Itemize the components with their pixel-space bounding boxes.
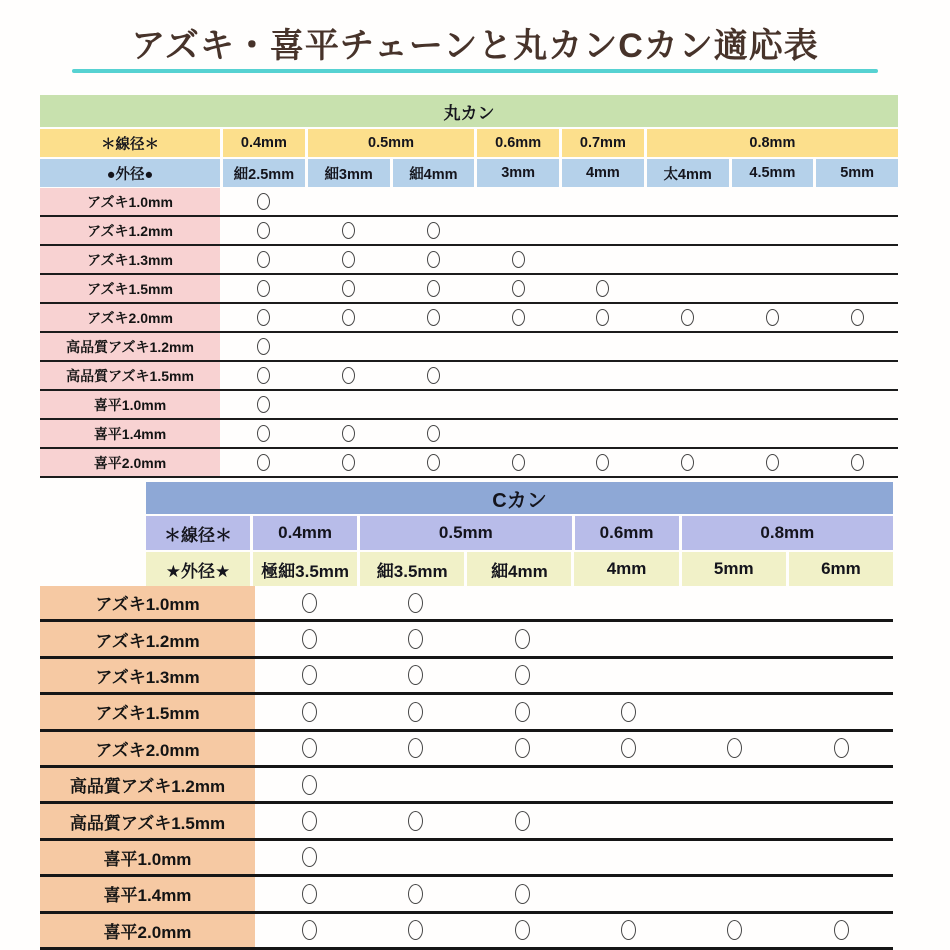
table-row (40, 333, 898, 362)
row-label: アズキ1.5mm (40, 695, 255, 728)
mark-cell (471, 804, 574, 837)
compatible-circle-mark (302, 811, 317, 831)
row-label: アズキ1.2mm (40, 217, 220, 244)
mark-cell (223, 391, 305, 418)
mark-cell (364, 586, 467, 619)
mark-cell (790, 768, 893, 801)
row-label: アズキ1.3mm (40, 246, 220, 273)
table-row (40, 804, 893, 840)
outer-diameter-header-cell: 6mm (789, 552, 893, 586)
compatible-circle-mark (257, 454, 270, 471)
mark-cell (816, 420, 898, 447)
table-row (40, 659, 893, 695)
compatible-circle-mark (681, 454, 694, 471)
marukan-wire-diameter-row (40, 129, 898, 157)
compatible-circle-mark (302, 702, 317, 722)
mark-cell (562, 420, 644, 447)
mark-cell (471, 841, 574, 874)
mark-cell (732, 304, 814, 331)
mark-cell (477, 246, 559, 273)
mark-cell (816, 333, 898, 360)
ckan-outer-diameter-row (146, 552, 893, 586)
mark-cell (393, 188, 475, 215)
outer-diameter-header-cell: 太4mm (647, 159, 729, 187)
marukan-table-header (40, 95, 898, 189)
mark-cell (732, 449, 814, 476)
compatible-circle-mark (257, 425, 270, 442)
mark-cell (816, 362, 898, 389)
mark-cell (647, 333, 729, 360)
table-row (40, 420, 898, 449)
title-underline (72, 69, 878, 73)
compatible-circle-mark (427, 367, 440, 384)
mark-cell (258, 622, 361, 655)
mark-cell (683, 732, 786, 765)
mark-cell (308, 391, 390, 418)
mark-cell (223, 449, 305, 476)
compatible-circle-mark (257, 222, 270, 239)
compatible-circle-mark (515, 702, 530, 722)
mark-cell (562, 304, 644, 331)
compatible-circle-mark (512, 280, 525, 297)
mark-cell (577, 586, 680, 619)
table-row (40, 304, 898, 333)
mark-cell (577, 732, 680, 765)
table-row (40, 391, 898, 420)
row-label: 喜平2.0mm (40, 914, 255, 947)
mark-cell (223, 420, 305, 447)
mark-cell (816, 217, 898, 244)
compatible-circle-mark (408, 629, 423, 649)
mark-cell (477, 275, 559, 302)
mark-cell (683, 695, 786, 728)
mark-cell (732, 391, 814, 418)
compatible-circle-mark (766, 309, 779, 326)
marukan-outer-diameter-row (40, 159, 898, 187)
compatible-circle-mark (302, 920, 317, 940)
table-row (40, 449, 898, 478)
table-title-marukan: 丸カン (40, 95, 898, 127)
mark-cell (477, 362, 559, 389)
wire-diameter-header-cell: 0.7mm (562, 129, 644, 157)
mark-cell (308, 246, 390, 273)
mark-cell (577, 841, 680, 874)
mark-cell (393, 391, 475, 418)
mark-cell (471, 914, 574, 947)
mark-cell (790, 841, 893, 874)
compatible-circle-mark (342, 222, 355, 239)
mark-cell (562, 333, 644, 360)
mark-cell (308, 275, 390, 302)
mark-cell (364, 622, 467, 655)
wire-diameter-header-cell: 0.6mm (575, 516, 679, 550)
mark-cell (258, 914, 361, 947)
mark-cell (471, 877, 574, 910)
mark-cell (393, 304, 475, 331)
mark-cell (816, 188, 898, 215)
mark-cell (258, 732, 361, 765)
row-label: アズキ1.3mm (40, 659, 255, 692)
outer-diameter-header-cell: 5mm (682, 552, 786, 586)
mark-cell (790, 804, 893, 837)
outer-diameter-row-label: ★外径★ (146, 552, 250, 586)
mark-cell (683, 622, 786, 655)
mark-cell (816, 275, 898, 302)
compatible-circle-mark (621, 920, 636, 940)
compatible-circle-mark (427, 454, 440, 471)
wire-diameter-row-label: ＊線径＊ (146, 516, 250, 550)
mark-cell (790, 732, 893, 765)
mark-cell (577, 695, 680, 728)
mark-cell (393, 246, 475, 273)
mark-cell (258, 586, 361, 619)
outer-diameter-header-cell: 4.5mm (732, 159, 814, 187)
outer-diameter-header-cell: 細3mm (308, 159, 390, 187)
mark-cell (393, 362, 475, 389)
compatible-circle-mark (621, 738, 636, 758)
compatible-circle-mark (727, 920, 742, 940)
table-row (40, 877, 893, 913)
mark-cell (562, 188, 644, 215)
compatible-circle-mark (257, 309, 270, 326)
compatible-circle-mark (851, 309, 864, 326)
row-label: アズキ1.5mm (40, 275, 220, 302)
mark-cell (647, 420, 729, 447)
mark-cell (790, 695, 893, 728)
mark-cell (562, 217, 644, 244)
row-label: 高品質アズキ1.2mm (40, 768, 255, 801)
compatible-circle-mark (257, 193, 270, 210)
mark-cell (647, 188, 729, 215)
ckan-wire-diameter-row (146, 516, 893, 550)
mark-cell (732, 188, 814, 215)
mark-cell (223, 304, 305, 331)
mark-cell (477, 304, 559, 331)
mark-cell (683, 804, 786, 837)
wire-diameter-header-cell: 0.4mm (223, 129, 305, 157)
mark-cell (647, 246, 729, 273)
mark-cell (647, 217, 729, 244)
compatible-circle-mark (515, 811, 530, 831)
table-row (40, 217, 898, 246)
wire-diameter-header-cell: 0.5mm (360, 516, 571, 550)
table-row (40, 768, 893, 804)
compatible-circle-mark (596, 309, 609, 326)
row-label: アズキ1.0mm (40, 586, 255, 619)
row-label: アズキ1.0mm (40, 188, 220, 215)
table-row (40, 188, 898, 217)
compatible-circle-mark (515, 629, 530, 649)
compatible-circle-mark (302, 847, 317, 867)
row-label: 高品質アズキ1.2mm (40, 333, 220, 360)
compatible-circle-mark (302, 629, 317, 649)
mark-cell (364, 768, 467, 801)
compatible-circle-mark (596, 454, 609, 471)
table-row (40, 362, 898, 391)
compatible-circle-mark (727, 738, 742, 758)
outer-diameter-header-cell: 4mm (574, 552, 678, 586)
mark-cell (393, 420, 475, 447)
outer-diameter-header-cell: 4mm (562, 159, 644, 187)
mark-cell (223, 188, 305, 215)
compatible-circle-mark (302, 738, 317, 758)
mark-cell (223, 217, 305, 244)
compatible-circle-mark (342, 367, 355, 384)
row-label: アズキ2.0mm (40, 732, 255, 765)
outer-diameter-header-cell: 細4mm (393, 159, 475, 187)
table-row (40, 586, 893, 622)
mark-cell (364, 659, 467, 692)
compatible-circle-mark (515, 920, 530, 940)
mark-cell (477, 420, 559, 447)
mark-cell (258, 877, 361, 910)
mark-cell (647, 391, 729, 418)
mark-cell (308, 217, 390, 244)
outer-diameter-header-cell: 極細3.5mm (253, 552, 357, 586)
mark-cell (790, 622, 893, 655)
compatible-circle-mark (302, 884, 317, 904)
mark-cell (577, 768, 680, 801)
compatible-circle-mark (851, 454, 864, 471)
mark-cell (562, 362, 644, 389)
compatible-circle-mark (257, 251, 270, 268)
outer-diameter-header-cell: 細2.5mm (223, 159, 305, 187)
compatible-circle-mark (342, 280, 355, 297)
mark-cell (223, 275, 305, 302)
mark-cell (364, 841, 467, 874)
mark-cell (393, 333, 475, 360)
mark-cell (577, 804, 680, 837)
mark-cell (223, 333, 305, 360)
compatible-circle-mark (427, 280, 440, 297)
mark-cell (562, 391, 644, 418)
mark-cell (477, 188, 559, 215)
mark-cell (816, 304, 898, 331)
mark-cell (308, 449, 390, 476)
mark-cell (683, 586, 786, 619)
mark-cell (308, 420, 390, 447)
compatible-circle-mark (408, 593, 423, 613)
mark-cell (364, 914, 467, 947)
compatible-circle-mark (512, 309, 525, 326)
wire-diameter-header-cell: 0.8mm (682, 516, 893, 550)
compatible-circle-mark (408, 811, 423, 831)
mark-cell (471, 586, 574, 619)
mark-cell (477, 391, 559, 418)
row-label: 喜平1.4mm (40, 420, 220, 447)
row-label: 喜平1.4mm (40, 877, 255, 910)
compatible-circle-mark (427, 251, 440, 268)
compatible-circle-mark (408, 665, 423, 685)
compatible-circle-mark (766, 454, 779, 471)
mark-cell (577, 659, 680, 692)
row-label: アズキ2.0mm (40, 304, 220, 331)
row-label: アズキ1.2mm (40, 622, 255, 655)
marukan-table-body (40, 188, 898, 478)
ckan-table-header (146, 482, 893, 588)
mark-cell (732, 362, 814, 389)
mark-cell (471, 768, 574, 801)
mark-cell (308, 333, 390, 360)
compatible-circle-mark (681, 309, 694, 326)
compatible-circle-mark (342, 251, 355, 268)
mark-cell (816, 246, 898, 273)
mark-cell (816, 391, 898, 418)
mark-cell (577, 877, 680, 910)
table-title-ckan: Cカン (146, 482, 893, 514)
table-row (40, 841, 893, 877)
row-label: 喜平2.0mm (40, 449, 220, 476)
table-row (40, 275, 898, 304)
mark-cell (790, 659, 893, 692)
mark-cell (258, 804, 361, 837)
compatible-circle-mark (302, 665, 317, 685)
compatible-circle-mark (408, 738, 423, 758)
outer-diameter-row-label: ●外径● (40, 159, 220, 187)
compatible-circle-mark (515, 884, 530, 904)
page-title: アズキ・喜平チェーンと丸カンCカン適応表 (131, 27, 819, 65)
row-label: 高品質アズキ1.5mm (40, 362, 220, 389)
mark-cell (683, 914, 786, 947)
mark-cell (790, 877, 893, 910)
mark-cell (258, 695, 361, 728)
mark-cell (577, 622, 680, 655)
wire-diameter-header-cell: 0.8mm (647, 129, 898, 157)
compatible-circle-mark (515, 738, 530, 758)
compatible-circle-mark (257, 338, 270, 355)
mark-cell (732, 333, 814, 360)
compatible-circle-mark (257, 396, 270, 413)
wire-diameter-header-cell: 0.6mm (477, 129, 559, 157)
compatible-circle-mark (621, 702, 636, 722)
mark-cell (308, 188, 390, 215)
mark-cell (732, 420, 814, 447)
wire-diameter-header-cell: 0.5mm (308, 129, 475, 157)
outer-diameter-header-cell: 細3.5mm (360, 552, 464, 586)
row-label: 喜平1.0mm (40, 841, 255, 874)
mark-cell (683, 877, 786, 910)
outer-diameter-header-cell: 細4mm (467, 552, 571, 586)
compatible-circle-mark (257, 280, 270, 297)
mark-cell (562, 275, 644, 302)
table-row (40, 914, 893, 950)
outer-diameter-header-cell: 5mm (816, 159, 898, 187)
mark-cell (393, 275, 475, 302)
mark-cell (471, 622, 574, 655)
mark-cell (562, 449, 644, 476)
compatible-circle-mark (427, 222, 440, 239)
compatible-circle-mark (834, 738, 849, 758)
mark-cell (477, 217, 559, 244)
compatible-circle-mark (834, 920, 849, 940)
compatible-circle-mark (427, 425, 440, 442)
mark-cell (562, 246, 644, 273)
mark-cell (647, 362, 729, 389)
mark-cell (258, 659, 361, 692)
wire-diameter-header-cell: 0.4mm (253, 516, 357, 550)
compatible-circle-mark (408, 702, 423, 722)
mark-cell (393, 217, 475, 244)
mark-cell (816, 449, 898, 476)
compatible-circle-mark (408, 920, 423, 940)
mark-cell (647, 275, 729, 302)
mark-cell (683, 768, 786, 801)
mark-cell (790, 914, 893, 947)
compatible-circle-mark (515, 665, 530, 685)
mark-cell (393, 449, 475, 476)
compatible-circle-mark (342, 425, 355, 442)
outer-diameter-header-cell: 3mm (477, 159, 559, 187)
compatible-circle-mark (408, 884, 423, 904)
mark-cell (258, 841, 361, 874)
mark-cell (647, 449, 729, 476)
mark-cell (683, 841, 786, 874)
mark-cell (364, 804, 467, 837)
mark-cell (732, 275, 814, 302)
mark-cell (364, 732, 467, 765)
mark-cell (471, 659, 574, 692)
mark-cell (471, 732, 574, 765)
compatible-circle-mark (512, 454, 525, 471)
compatible-circle-mark (512, 251, 525, 268)
mark-cell (223, 246, 305, 273)
table-row (40, 695, 893, 731)
mark-cell (683, 659, 786, 692)
compatible-circle-mark (302, 775, 317, 795)
compatible-circle-mark (302, 593, 317, 613)
row-label: 高品質アズキ1.5mm (40, 804, 255, 837)
row-label: 喜平1.0mm (40, 391, 220, 418)
mark-cell (364, 877, 467, 910)
mark-cell (308, 304, 390, 331)
mark-cell (477, 333, 559, 360)
compatible-circle-mark (427, 309, 440, 326)
mark-cell (577, 914, 680, 947)
table-row (40, 622, 893, 658)
mark-cell (732, 246, 814, 273)
mark-cell (364, 695, 467, 728)
ckan-table-body (40, 586, 893, 950)
wire-diameter-row-label: ＊線径＊ (40, 129, 220, 157)
table-row (40, 732, 893, 768)
mark-cell (223, 362, 305, 389)
mark-cell (258, 768, 361, 801)
compatible-circle-mark (257, 367, 270, 384)
mark-cell (647, 304, 729, 331)
mark-cell (477, 449, 559, 476)
compatible-circle-mark (342, 309, 355, 326)
compatible-circle-mark (342, 454, 355, 471)
mark-cell (732, 217, 814, 244)
mark-cell (790, 586, 893, 619)
table-row (40, 246, 898, 275)
mark-cell (471, 695, 574, 728)
compatible-circle-mark (596, 280, 609, 297)
mark-cell (308, 362, 390, 389)
